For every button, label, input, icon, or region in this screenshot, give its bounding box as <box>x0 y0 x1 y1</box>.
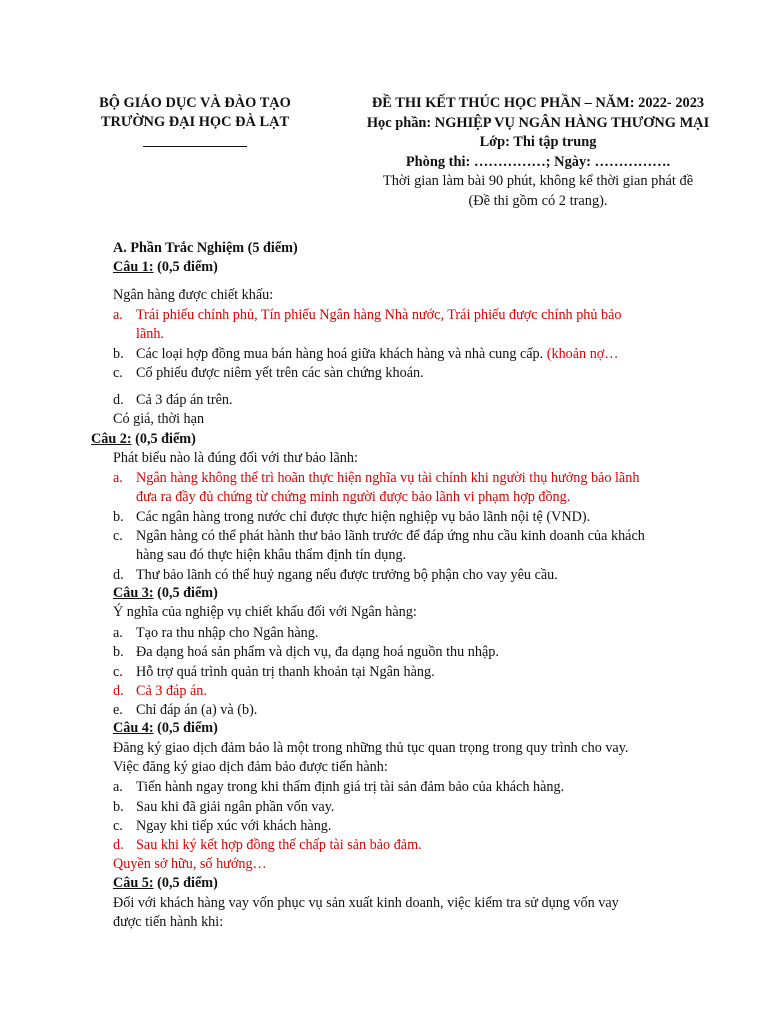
option-text: Chỉ đáp án (a) và (b). <box>136 702 258 718</box>
option-text: Cổ phiếu được niêm yết trên các sàn chứng khoán. <box>136 365 424 381</box>
exam-title: ĐỀ THI KẾT THÚC HỌC PHẦN – NĂM: 2022- 2023 <box>371 95 705 111</box>
option-letter: b. <box>113 509 124 525</box>
question-3-heading <box>113 585 218 602</box>
option-text: Ngân hàng không thể trì hoãn thực hiện nghĩa vụ tài chính khi người thụ hưởng bảo lãnh <box>136 470 640 486</box>
question-points: (0,5 điểm) <box>153 720 218 736</box>
option-letter: a. <box>113 470 123 486</box>
question-points: (0,5 điểm) <box>153 585 218 601</box>
option-letter: b. <box>113 799 124 815</box>
option-text: Cả 3 đáp án trên. <box>136 392 233 408</box>
option-letter: d. <box>113 567 124 583</box>
option-letter: a. <box>113 779 123 795</box>
option-text: Hỗ trợ quá trình quản trị thanh khoản tại Ngân hàng. <box>136 664 435 680</box>
question-4-note: Quyền sở hữu, số hướng… <box>113 856 267 872</box>
question-4-stem: Đăng ký giao dịch đảm bảo là một trong những thủ tục quan trọng trong quy trình cho vay. <box>113 740 629 756</box>
question-points: (0,5 điểm) <box>153 259 218 275</box>
question-label: Câu 5: <box>113 875 154 891</box>
ministry-name: BỘ GIÁO DỤC VÀ ĐÀO TẠO <box>99 95 291 111</box>
option-text: Sau khi ký kết hợp đồng thế chấp tài sản bảo đảm. <box>136 837 422 853</box>
option-text: Các loại hợp đồng mua bán hàng hoá giữa khách hàng và nhà cung cấp. <box>136 346 547 362</box>
exam-duration: Thời gian làm bài 90 phút, không kể thời gian phát đề <box>382 173 694 189</box>
exam-header <box>338 94 738 211</box>
option-text: Ngay khi tiếp xúc với khách hàng. <box>136 818 332 834</box>
question-label: Câu 3: <box>113 585 154 601</box>
section-title: A. Phần Trắc Nghiệm (5 điểm) <box>113 240 298 256</box>
question-5-stem-cont: được tiến hành khi: <box>113 914 224 930</box>
option-text: Đa dạng hoá sản phẩm và dịch vụ, đa dạng hoá nguồn thu nhập. <box>136 644 499 660</box>
university-name: TRƯỜNG ĐẠI HỌC ĐÀ LẠT <box>100 114 290 130</box>
option-text: Trái phiếu chính phủ, Tín phiếu Ngân hàng Nhà nước, Trái phiếu được chính phủ bảo <box>136 307 622 323</box>
class-name: Lớp: Thi tập trung <box>479 134 597 150</box>
question-5-heading <box>113 875 218 892</box>
question-label: Câu 2: <box>91 431 132 447</box>
option-letter: a. <box>113 307 123 323</box>
option-text: lãnh. <box>136 326 164 342</box>
header-divider <box>143 146 247 147</box>
course-name: Học phần: NGHIỆP VỤ NGÂN HÀNG THƯƠNG MẠI <box>366 114 710 131</box>
question-4-stem-cont: Việc đăng ký giao dịch đảm bảo được tiến hành: <box>113 759 388 775</box>
question-label: Câu 4: <box>113 720 154 736</box>
room-date: Phòng thi: ……………; Ngày: ……………. <box>405 153 671 170</box>
question-2-stem: Phát biểu nào là đúng đối với thư bảo lãnh: <box>113 450 358 466</box>
question-1-heading <box>113 259 218 276</box>
option-letter: c. <box>113 365 123 381</box>
option-text: Cả 3 đáp án. <box>136 683 207 699</box>
option-letter: b. <box>113 346 124 362</box>
question-points: (0,5 điểm) <box>131 431 196 447</box>
option-annotation: (khoản nợ… <box>546 346 619 362</box>
question-1-stem: Ngân hàng được chiết khấu: <box>113 287 274 303</box>
option-letter: d. <box>113 683 124 699</box>
option-text: hàng sau đó thực hiện khâu thẩm định tín dụng. <box>136 547 407 563</box>
option-text: Tiến hành ngay trong khi thẩm định giá trị tài sản đảm bảo của khách hàng. <box>136 779 565 795</box>
option-text: đưa ra đầy đủ chứng từ chứng minh người được bảo lãnh vi phạm hợp đồng. <box>136 489 571 505</box>
page-count: (Đề thi gồm có 2 trang). <box>468 192 608 209</box>
option-text: Thư bảo lãnh có thể huỷ ngang nếu được trưởng bộ phận cho vay yêu cầu. <box>136 567 558 583</box>
question-2-heading <box>91 431 196 448</box>
option-letter: e. <box>113 702 123 718</box>
option-text: Sau khi đã giải ngân phần vốn vay. <box>136 799 335 815</box>
option-letter: c. <box>113 818 123 834</box>
option-text: Tạo ra thu nhập cho Ngân hàng. <box>136 625 319 641</box>
option-letter: c. <box>113 664 123 680</box>
option-letter: b. <box>113 644 124 660</box>
question-label: Câu 1: <box>113 259 154 275</box>
option-letter: d. <box>113 837 124 853</box>
question-5-stem: Đối với khách hàng vay vốn phục vụ sản xuất kinh doanh, việc kiểm tra sử dụng vốn vay <box>113 895 619 911</box>
question-1-note: Có giá, thời hạn <box>113 411 205 427</box>
institution-header <box>80 94 310 147</box>
option-text: Ngân hàng có thể phát hành thư bảo lãnh trước để đáp ứng nhu cầu kinh doanh của khách <box>136 528 645 544</box>
option-letter: d. <box>113 392 124 408</box>
question-4-heading <box>113 720 218 737</box>
option-letter: c. <box>113 528 123 544</box>
option-text: Các ngân hàng trong nước chỉ được thực hiện nghiệp vụ bảo lãnh nội tệ (VND). <box>136 509 591 525</box>
question-points: (0,5 điểm) <box>153 875 218 891</box>
question-3-stem: Ý nghĩa của nghiệp vụ chiết khấu đối với Ngân hàng: <box>113 604 417 620</box>
option-letter: a. <box>113 625 123 641</box>
